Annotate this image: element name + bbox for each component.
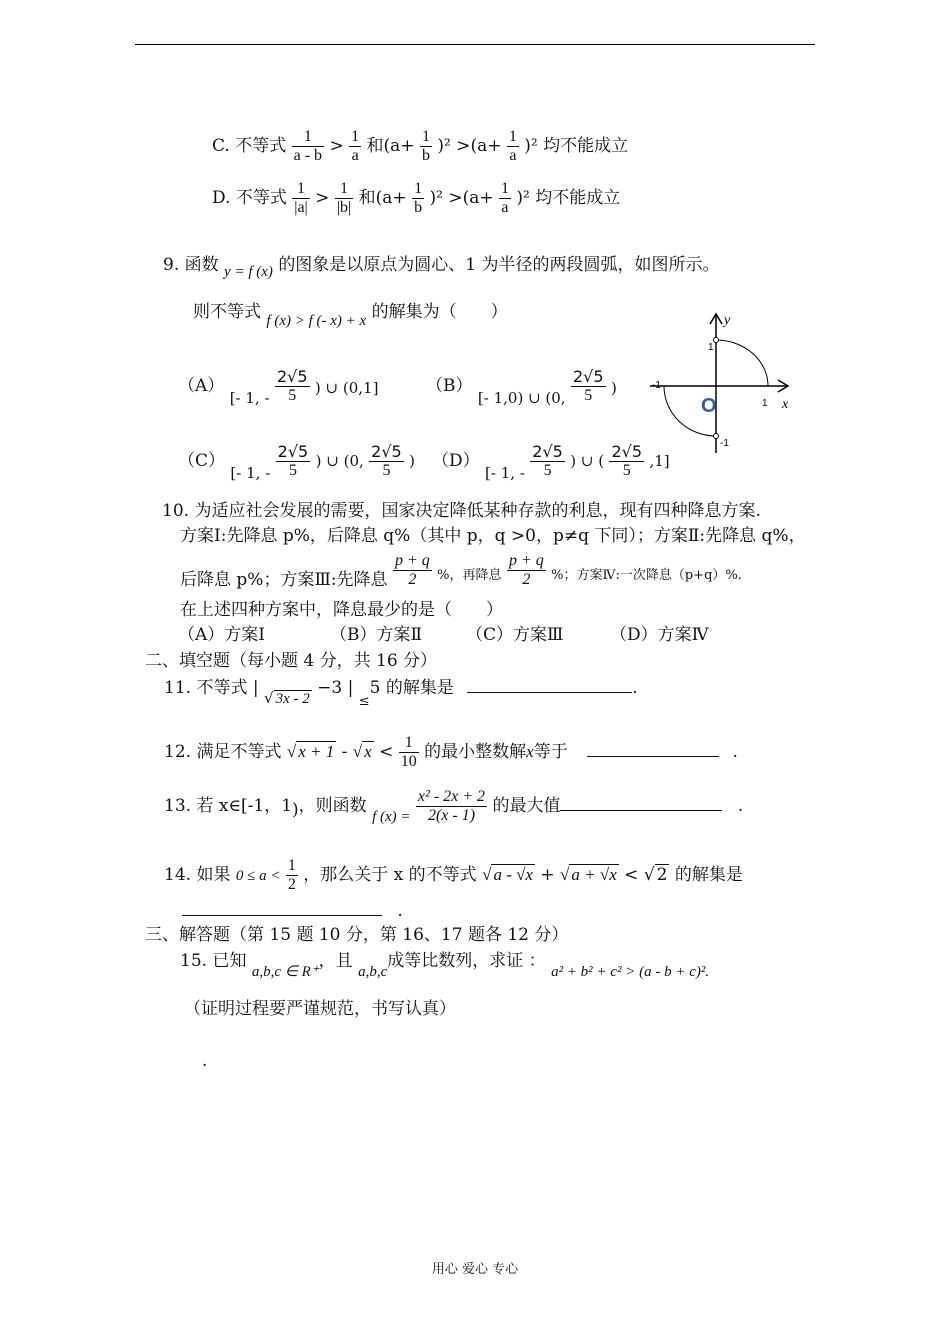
question-number: 9.: [163, 255, 180, 275]
q10-line-4: 在上述四种方案中，降息最少的是（ ）: [180, 600, 503, 620]
y-top-tick: 1: [708, 342, 714, 353]
origin-label: O: [701, 395, 717, 417]
fraction: $\frac{1}{a}$: [351, 128, 360, 164]
fraction: $\frac{\text{x² - 2x + 2}}{2(x - 1)}$: [417, 788, 486, 824]
q9-stem-2: [193, 301, 508, 329]
text: 则不等式: [193, 302, 261, 322]
option-label: （D）: [432, 451, 480, 471]
q10-option-b: （B）方案Ⅱ: [330, 625, 423, 645]
formula: ) ∪ (: [570, 452, 605, 470]
option-label: C.: [212, 136, 230, 156]
formula: [- 1, -: [485, 464, 525, 482]
formula: ): [409, 452, 415, 470]
text: -: [341, 742, 348, 762]
text: 12. 满足不等式: [164, 742, 282, 762]
formula: 0 ≤ a <: [235, 868, 281, 884]
text: 不等式: [235, 188, 287, 208]
q9-option-a: [178, 368, 378, 405]
option-label: （B）: [426, 376, 473, 396]
text: .: [732, 742, 738, 762]
fraction: $\frac{1}{b}$: [414, 180, 423, 216]
q9-stem: [163, 254, 720, 280]
q15-note: （证明过程要严谨规范，书写认真）: [184, 999, 456, 1019]
q10-line-2: 方案Ⅰ:先降息 p%，后降息 q%（其中 p，q >0，p≠q 下同）；方案Ⅱ:先降息 q%，: [180, 526, 806, 546]
q10-line-1: 10. 为适应社会发展的需要，国家决定降低某种存款的利息，现有四种降息方案.: [162, 501, 761, 521]
answer-blank[interactable]: [587, 742, 719, 757]
q15: [180, 950, 710, 980]
text: >: [329, 136, 344, 156]
open-point-top: [714, 338, 719, 343]
text: 的解集是: [674, 865, 743, 885]
text: 和(a+: [358, 188, 407, 208]
text: 等于: [533, 742, 568, 762]
text: 后降息 p%；方案Ⅲ:先降息: [180, 570, 388, 590]
text: ，且: [318, 951, 353, 971]
option-label: （A）: [178, 376, 225, 396]
fraction: $\frac{2√5}{5}$: [276, 367, 308, 404]
text: ，那么关于 x 的不等式: [303, 865, 477, 885]
radical: √ a + √x: [560, 865, 617, 884]
text: 的解集为（ ）: [371, 302, 508, 322]
formula: ,1]: [649, 452, 670, 470]
formula: a,b,c: [358, 964, 388, 980]
variable: x: [526, 742, 534, 761]
q9-option-b: [426, 368, 617, 405]
fraction: $\frac{2√5}{5}$: [572, 367, 604, 404]
text: 函数: [184, 255, 219, 275]
open-point-bottom: [714, 434, 719, 439]
text: 的最大值: [492, 796, 561, 816]
q10-option-a: （A）方案Ⅰ: [178, 625, 265, 645]
fraction: $\frac{1}{b}$: [421, 128, 430, 164]
q13: [164, 788, 743, 825]
fraction: $\frac{1}{|a|}$: [294, 180, 308, 216]
page-footer: 用心 爱心 专心: [431, 1262, 519, 1277]
text: ，则函数: [298, 796, 367, 816]
formula: [- 1, -: [230, 464, 271, 482]
fraction: $\frac{p + q}{2}$: [508, 552, 544, 588]
text: |: [347, 678, 354, 698]
q10-line-3: [180, 552, 742, 589]
text: <: [624, 865, 639, 885]
fraction: $\frac{2√5}{5}$: [277, 442, 309, 479]
text: %，再降息: [437, 568, 502, 583]
formula: ): [610, 379, 617, 397]
answer-blank[interactable]: [182, 901, 382, 916]
formula: f (x) =: [372, 809, 411, 825]
radical: √ a - √x: [482, 865, 533, 884]
q14: [164, 857, 743, 894]
text: ): [292, 800, 299, 820]
text: 和(a+: [366, 136, 415, 156]
radical: √ 3x - 2: [264, 689, 310, 707]
x-left-tick: -1: [652, 380, 661, 391]
radical: √ x: [352, 742, 372, 761]
text: 的最小整数解: [424, 742, 527, 762]
option-label: （C）: [178, 451, 226, 471]
q12: [164, 734, 738, 771]
fraction: $\frac{1}{a}$: [508, 128, 517, 164]
text: )² 均不能成立: [516, 188, 621, 208]
q10-option-c: （C）方案Ⅲ: [466, 625, 564, 645]
q15-dot: .: [202, 1051, 208, 1071]
text: 的解集是: [385, 678, 454, 698]
text: .: [397, 901, 403, 921]
formula: ) ∪ (0,: [315, 452, 364, 470]
y-axis-label: y: [724, 313, 731, 328]
text: 15. 已知: [180, 951, 247, 971]
q9-option-d: [432, 443, 670, 480]
text: +: [540, 865, 555, 885]
formula: a,b,c ∈ R⁺: [251, 964, 319, 980]
x-right-tick: 1: [762, 398, 768, 409]
text: −3: [317, 678, 343, 698]
section-2-title: 二、填空题（每小题 4 分，共 16 分）: [145, 651, 438, 671]
text: 成等比数列，求证 ：: [387, 951, 546, 971]
text: <: [379, 742, 394, 762]
radical: √ x + 1: [286, 742, 335, 761]
formula: [- 1, -: [229, 389, 270, 407]
text: 14. 如果: [164, 865, 231, 885]
text: ≤: [358, 694, 370, 709]
text: )² >(a+: [429, 188, 494, 208]
text: .: [737, 796, 744, 816]
q8-option-c: [212, 128, 628, 165]
section-3-title: 三、解答题（第 15 题 10 分，第 16、17 题各 12 分）: [145, 925, 569, 945]
fraction: $\frac{1}{a - b}$: [293, 128, 323, 164]
text: 的图象是以原点为圆心、1 为半径的两段圆弧，如图所示。: [278, 255, 720, 275]
fraction: $\frac{p + q}{2}$: [394, 552, 430, 588]
header-rule: [135, 44, 815, 45]
q11: [164, 677, 638, 709]
fraction: $\frac{1}{a}$: [500, 180, 509, 216]
formula: a² + b² + c² > (a - b + c)².: [551, 964, 710, 980]
q9-option-c: [178, 443, 415, 480]
text: |: [252, 678, 259, 698]
q14-answer-line: [182, 900, 403, 922]
q9-graph: [640, 308, 810, 458]
text: 11. 不等式: [164, 678, 248, 698]
arc-upper-right: [716, 340, 768, 386]
fraction: $\frac{2√5}{5}$: [611, 442, 643, 479]
q8-option-d: [212, 180, 620, 217]
radical: √ 2: [643, 865, 668, 885]
fraction: $\frac{1}{|b|}$: [336, 180, 352, 216]
formula: f (x) > f (- x) + x: [266, 313, 367, 329]
q10-option-d: （D）方案Ⅳ: [610, 625, 709, 645]
text: )² >(a+: [437, 136, 502, 156]
text: %；方案Ⅳ:一次降息（p+q）%.: [551, 568, 742, 583]
text: >: [315, 188, 330, 208]
fraction: $\frac{2√5}{5}$: [371, 442, 402, 479]
fraction: $\frac{2√5}{5}$: [532, 442, 563, 479]
answer-blank[interactable]: [560, 796, 722, 811]
text: .: [632, 678, 638, 698]
formula: y = f (x): [224, 264, 273, 280]
formula: ) ∪ (0,1]: [314, 379, 379, 397]
text: 不等式: [235, 136, 287, 156]
text: 13. 若 x∈[-1，1: [164, 796, 293, 816]
answer-blank[interactable]: [467, 678, 632, 693]
y-bottom-tick: -1: [720, 438, 729, 449]
option-label: D.: [212, 188, 231, 208]
x-axis-label: x: [782, 397, 789, 412]
text: 5: [369, 678, 381, 698]
fraction: $\frac{1}{2}$: [287, 857, 296, 893]
text: )² 均不能成立: [524, 136, 629, 156]
formula: [- 1,0) ∪ (0,: [477, 389, 566, 407]
fraction: $\frac{1}{10}$: [400, 734, 417, 770]
